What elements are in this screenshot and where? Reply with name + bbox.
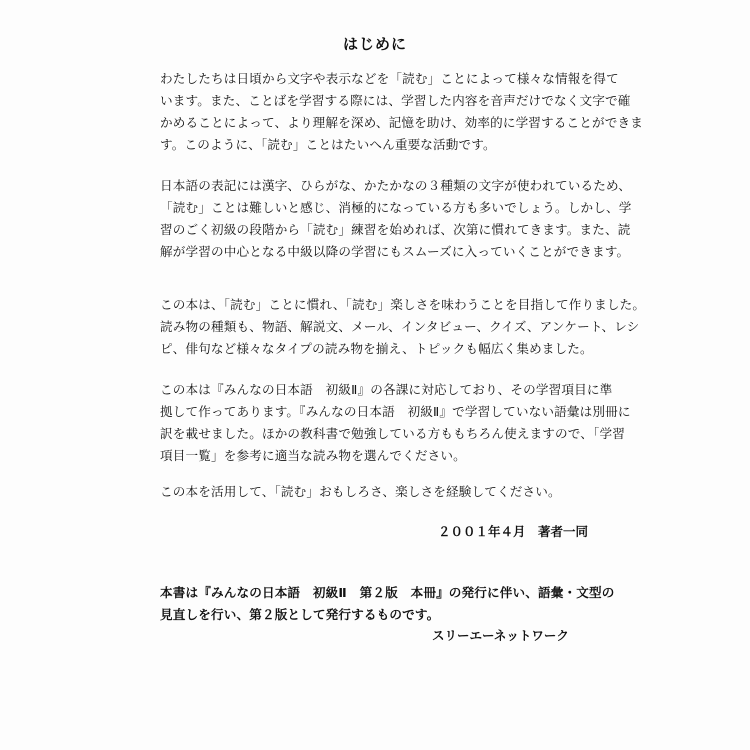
paragraph-line: かめることによって、より理解を深め、記憶を助け、効率的に学習することができま (160, 115, 644, 130)
paragraph-line: 習のごく初級の段階から「読む」練習を始めれば、次第に慣れてきます。また、読 (160, 222, 631, 237)
edition-note (160, 584, 615, 628)
paragraph-line: 拠して作ってあります。『みんなの日本語 初級Ⅱ』で学習していない語彙は別冊に (160, 404, 631, 419)
paragraph-line: 項目一覧」を参考に適当な読み物を選んでください。 (160, 448, 466, 463)
paragraph-3 (160, 296, 646, 362)
note-line: 本書は『みんなの日本語 初級Ⅱ 第２版 本冊』の発行に伴い、語彙・文型の (160, 585, 615, 600)
paragraph-line: わたしたちは日頃から文字や表示などを「読む」ことによって様々な情報を得て (160, 71, 619, 86)
paragraph-line: 「読む」ことは難しいと感じ、消極的になっている方も多いでしょう。しかし、学 (160, 200, 632, 215)
paragraph-line: 訳を載せました。ほかの教科書で勉強している方ももちろん使えますので、「学習 (160, 426, 625, 441)
paragraph-line: います。また、ことばを学習する際には、学習した内容を音声だけでなく文字で確 (160, 93, 631, 108)
paragraph-line: ピ、俳句など様々なタイプの読み物を揃え、トピックも幅広く集めました。 (160, 341, 593, 356)
note-line: 見直しを行い、第２版として発行するものです。 (160, 607, 440, 622)
paragraph-line: 日本語の表記には漢字、ひらがな、かたかなの３種類の文字が使われているため、 (160, 178, 632, 193)
paragraph-4 (160, 381, 631, 469)
paragraph-1 (160, 70, 644, 158)
paragraph-line: 読み物の種類も、物語、解説文、メール、インタビュー、クイズ、アンケート、レシ (160, 319, 640, 334)
paragraph-line: す。このように、「読む」ことはたいへん重要な活動です。 (160, 137, 496, 152)
paragraph-5 (160, 483, 600, 505)
paragraph-2 (160, 177, 632, 265)
paragraph-line: この本は、「読む」ことに慣れ、「読む」楽しさを味わうことを目指して作りました。 (160, 297, 646, 312)
publisher-name: スリーエーネットワーク (432, 628, 569, 643)
signature: ２００１年４月 著者一同 (438, 524, 589, 539)
page-title: はじめに (342, 35, 407, 53)
paragraph-line: 解が学習の中心となる中級以降の学習にもスムーズに入っていくことができます。 (160, 244, 630, 259)
paragraph-line: この本は『みんなの日本語 初級Ⅱ』の各課に対応しており、その学習項目に準 (160, 382, 613, 397)
paragraph-line: この本を活用して、「読む」おもしろさ、楽しさを経験してください。 (160, 484, 561, 499)
